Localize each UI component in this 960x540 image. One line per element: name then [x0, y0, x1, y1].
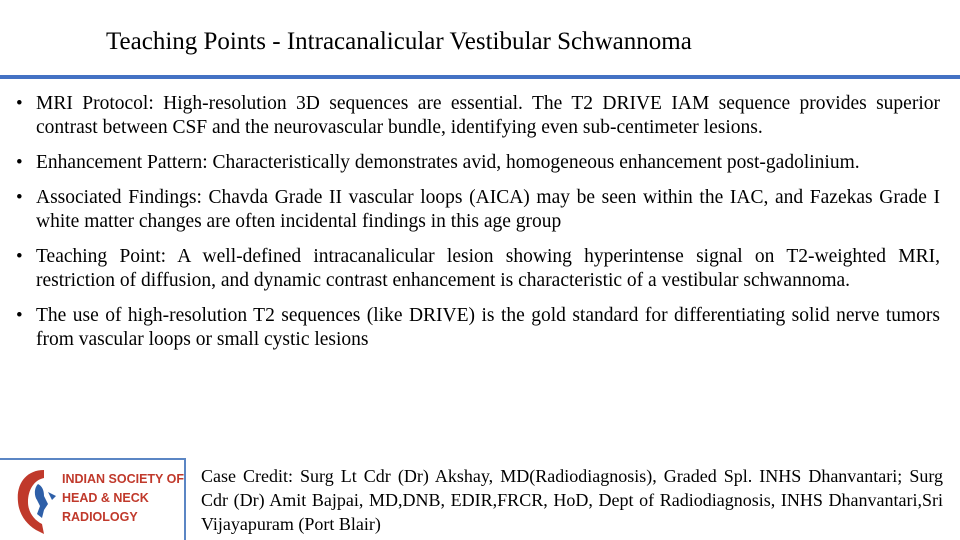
- bullet-item: [14, 151, 940, 175]
- title-divider: [0, 75, 960, 79]
- bullet-dot: •: [16, 152, 23, 173]
- bullet-dot: •: [16, 246, 23, 267]
- head-neck-logo-icon: [4, 462, 64, 538]
- bullet-text: Teaching Point: A well-defined intracanalicular lesion showing hyperintense signal on T2-weighted MRI, restriction of diffusion, and dynamic contrast enhancement is characteristic of a vestibular schwannoma.: [36, 246, 940, 291]
- bullet-text: MRI Protocol: High-resolution 3D sequences are essential. The T2 DRIVE IAM sequence provides superior contrast between CSF and the neurovascular bundle, identifying even sub-centimeter lesions.: [36, 93, 940, 138]
- teaching-points-list: [14, 92, 940, 363]
- bullet-item: [14, 304, 940, 352]
- case-credit: Case Credit: Surg Lt Cdr (Dr) Akshay, MD(Radiodiagnosis), Graded Spl. INHS Dhanvantari; Surg Cdr (Dr) Amit Bajpai, MD,DNB, EDIR,FRCR, HoD, Dept of Radiodiagnosis, INHS Dhanvantari,Sri Vijayapuram (Port Blair): [201, 466, 943, 534]
- bullet-text: Associated Findings: Chavda Grade II vascular loops (AICA) may be seen within the IAC, and Fazekas Grade I white matter changes are often incidental findings in this age group: [36, 187, 940, 232]
- bullet-text: Enhancement Pattern: Characteristically demonstrates avid, homogeneous enhancement post-gadolinium.: [36, 152, 860, 173]
- slide-title: Teaching Points - Intracanalicular Vestibular Schwannoma: [106, 28, 692, 55]
- bullet-dot: •: [16, 93, 23, 114]
- logo-line-3: RADIOLOGY: [62, 510, 138, 524]
- logo-text: [62, 470, 184, 527]
- bullet-item: [14, 245, 940, 293]
- bullet-dot: •: [16, 305, 23, 326]
- bullet-item: [14, 92, 940, 140]
- society-logo: [0, 458, 186, 540]
- logo-line-2: HEAD & NECK: [62, 491, 149, 505]
- logo-line-1: INDIAN SOCIETY OF: [62, 472, 185, 486]
- bullet-item: [14, 186, 940, 234]
- bullet-text: The use of high-resolution T2 sequences (like DRIVE) is the gold standard for differentiating solid nerve tumors from vascular loops or small cystic lesions: [36, 305, 940, 350]
- bullet-dot: •: [16, 187, 23, 208]
